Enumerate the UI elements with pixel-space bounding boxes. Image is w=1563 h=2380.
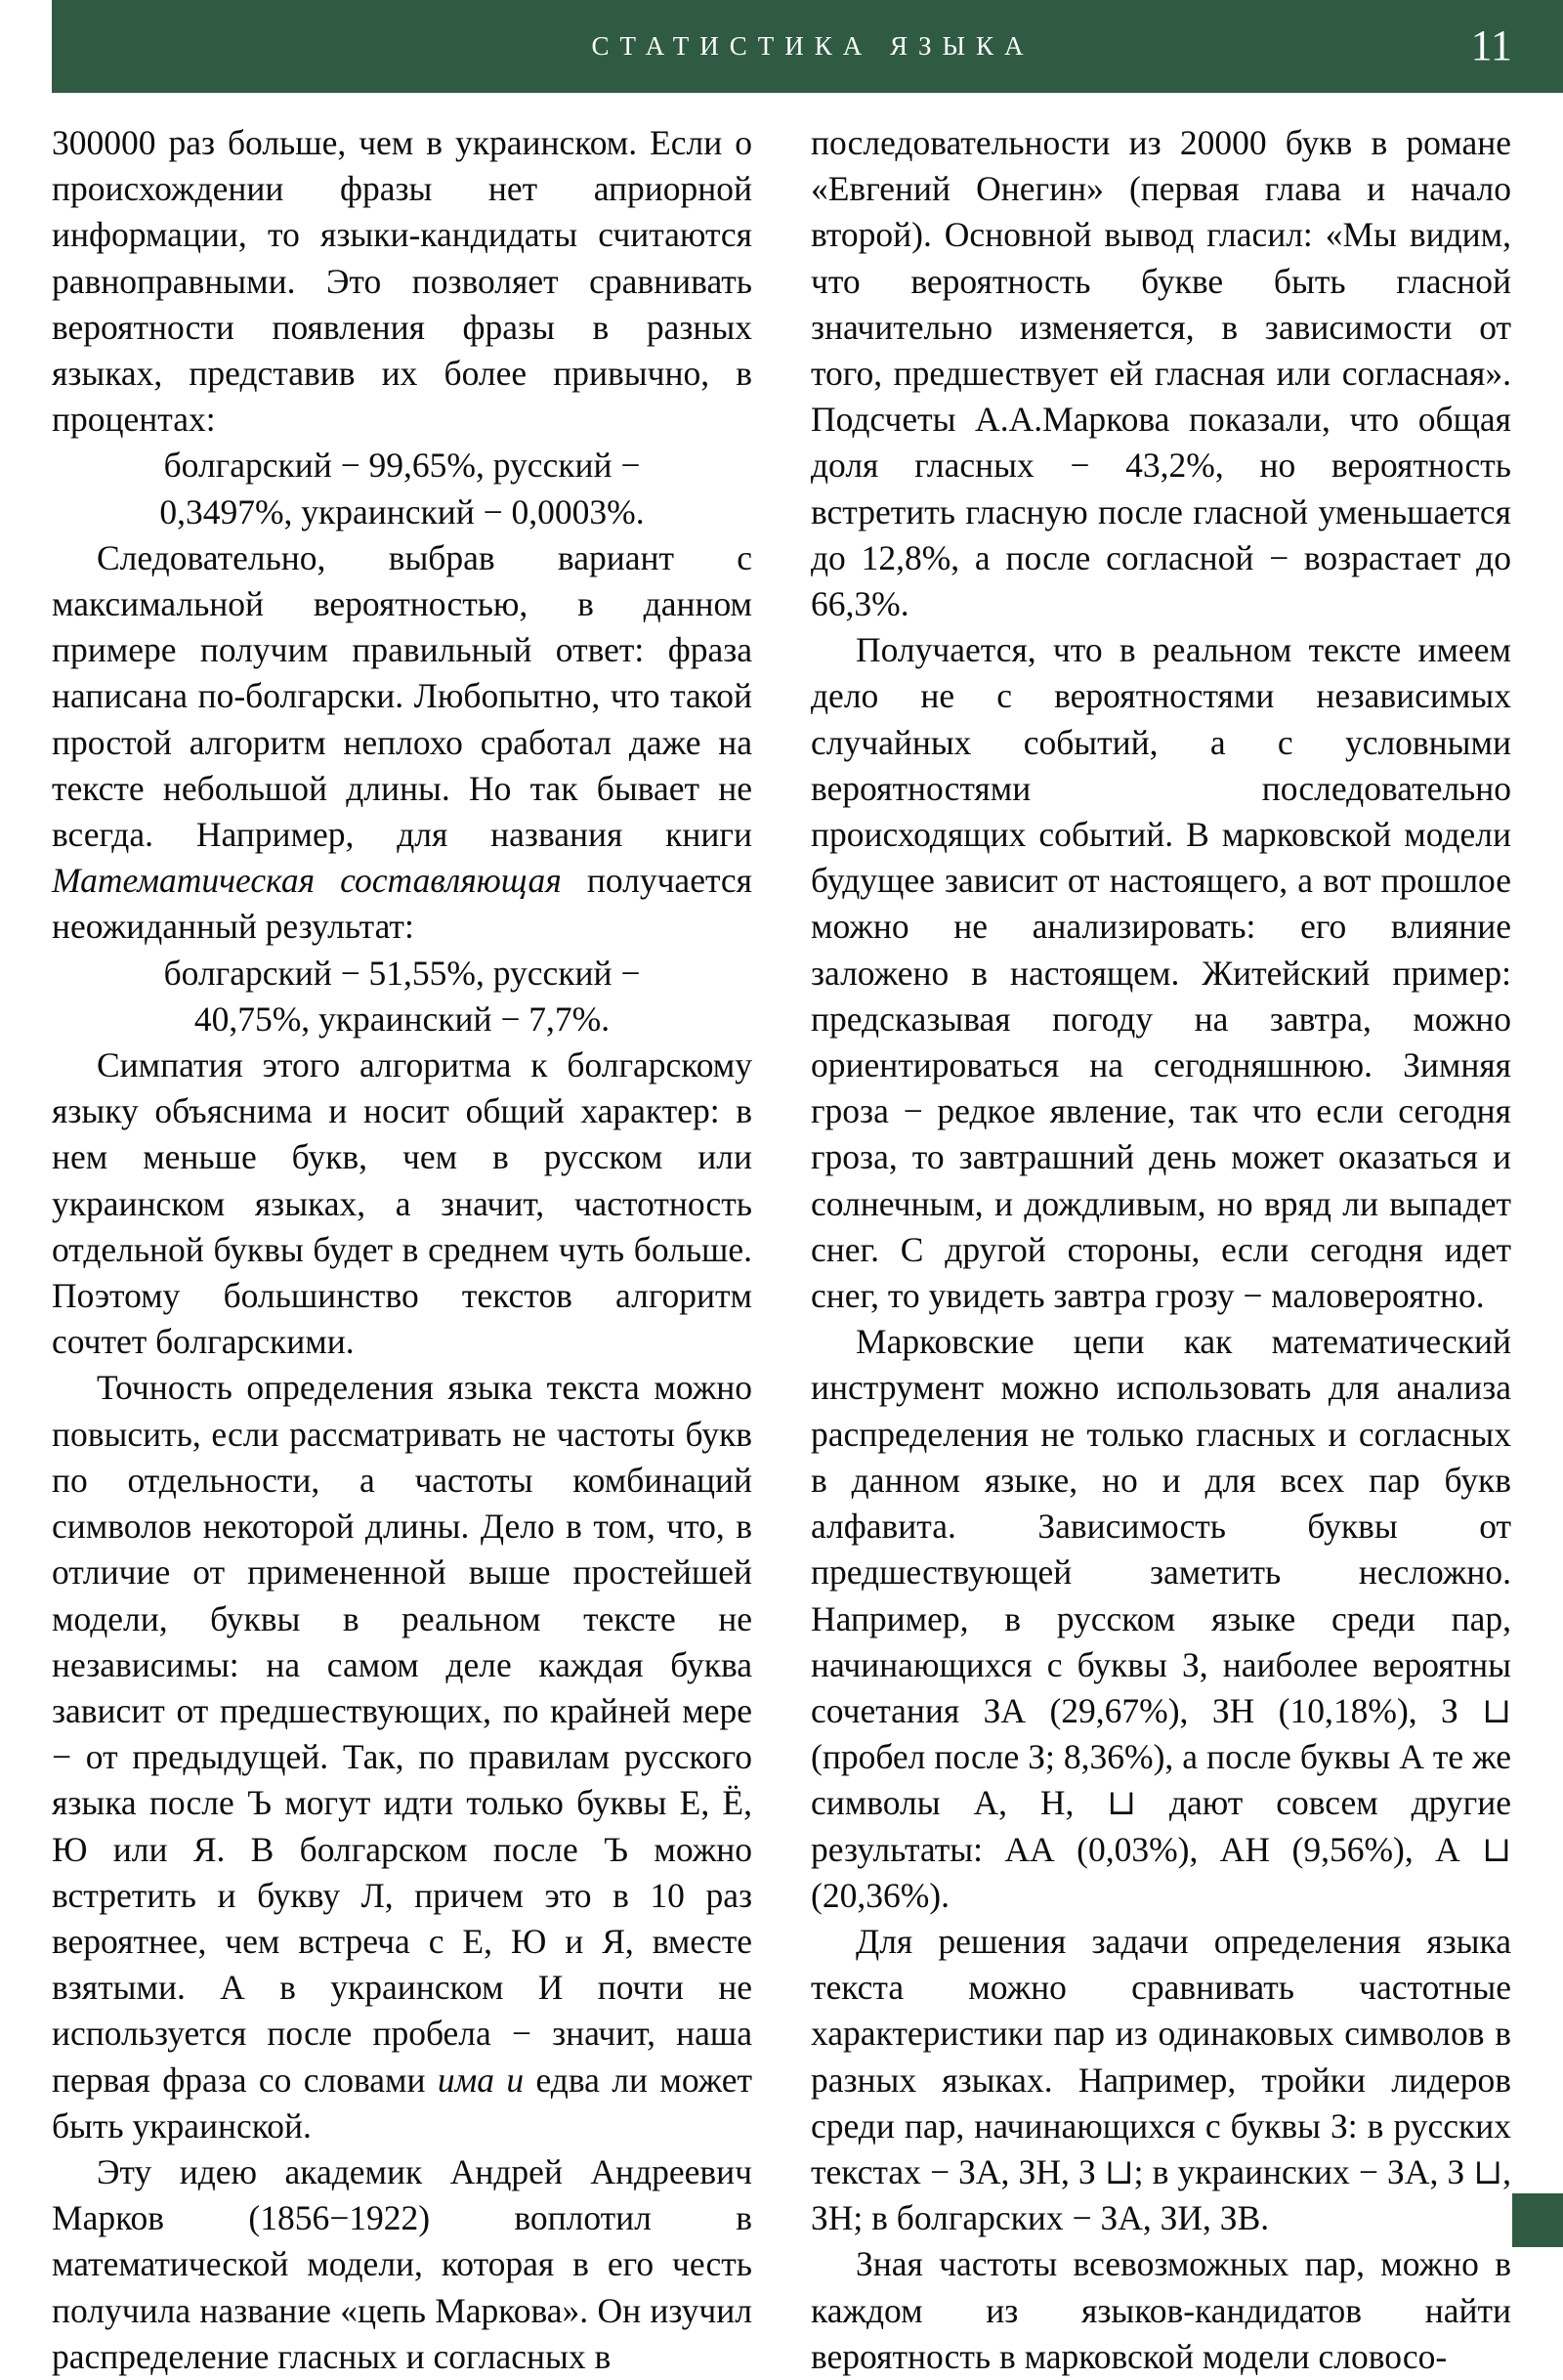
display-formula-line xyxy=(52,443,752,489)
paragraph-text: Симпатия этого алгоритма к болгарскому языку объяснима и носит общий характер: в нем меньше букв, чем в русском или украинском языках, а значит, частотность отдельной буквы будет в среднем чуть больше. Поэтому большинство текстов алгоритм сочтет болгарскими. xyxy=(52,1045,752,1362)
paragraph xyxy=(811,2241,1511,2380)
page-number: 11 xyxy=(1470,21,1512,69)
display-formula-line xyxy=(52,997,752,1042)
running-header xyxy=(52,0,1563,93)
paragraph xyxy=(52,2149,752,2380)
paragraph-text-cont: едва ли может быть украинской. xyxy=(52,2060,753,2146)
corner-decoration xyxy=(1512,2193,1563,2247)
display-formula-line xyxy=(52,951,752,997)
paragraph xyxy=(811,1919,1511,2241)
formula-text: 40,75%, украинский − 7,7%. xyxy=(193,999,611,1039)
right-column xyxy=(811,120,1511,2380)
paragraph xyxy=(52,535,752,951)
paragraph-text: Точность определения языка текста можно повысить, если рассматривать не частоты букв по отдельности, а частоты комбинаций символов некоторой длины. Дело в том, что, в отличие от примененной выше простейшей модели, буквы в реальном тексте не независимы: на самом деле каждая буква зависит от предшествующих, по крайней мере − от предыдущей. Так, по правилам русского языка после Ъ могут идти только буквы Е, Ё, Ю или Я. В болгарском после Ъ можно встретить и букву Л, причем это в 10 раз вероятнее, чем встреча с Е, Ю и Я, вместе взятыми. А в украинском И почти не используется после пробела − значит, наша первая фраза со словами xyxy=(52,1368,752,2100)
formula-text: болгарский − 99,65%, русский − xyxy=(163,446,641,486)
paragraph-text: Следовательно, выбрав вариант с максимальной вероятностью, в данном примере получим правильный ответ: фраза написана по-болгарски. Любопытно, что такой простой алгоритм неплохо сработал даже на тексте небольшой длины. Но так бывает не всегда. Например, для названия книги xyxy=(52,537,752,855)
paragraph-text-cont: получается неожиданный результат: xyxy=(52,861,752,947)
page-title: СТАТИСТИКА ЯЗЫКА xyxy=(591,31,1035,61)
paragraph-text: Марковские цепи как математический инструмент можно использовать для анализа распределения не только гласных и согласных в данном языке, но и для всех пар букв алфавита. Зависимость буквы от предшествующей заметить несложно. Например, в русском языке среди пар, начинающихся с буквы З, наиболее вероятны сочетания ЗА (29,67%), ЗН (10,18%), З ⊔ (пробел после З; 8,36%), а после буквы А те же символы А, Н, ⊔ дают совсем другие результаты: АА (0,03%), АН (9,56%), А ⊔ (20,36%). xyxy=(811,1322,1511,1915)
paragraph-text: последовательности из 20000 букв в романе «Евгений Онегин» (первая глава и начало второй). Основной вывод гласил: «Мы видим, что вероятность букве быть гласной значительно изменяется, в зависимости от того, предшествует ей гласная или согласная». Подсчеты А.А.Маркова показали, что общая доля гласных − 43,2%, но вероятность встретить гласную после гласной уменьшается до 12,8%, а после согласной − возрастает до 66,3%. xyxy=(811,123,1511,624)
paragraph-text: Для решения задачи определения языка текста можно сравнивать частотные характеристики пар из одинаковых символов в разных языках. Например, тройки лидеров среди пар, начинающихся с буквы З: в русских текстах − ЗА, ЗН, З ⊔; в украинских − ЗА, З ⊔, ЗН; в болгарских − ЗА, ЗИ, ЗВ. xyxy=(811,1921,1511,2238)
paragraph-text: Получается, что в реальном тексте имеем дело не с вероятностями независимых случайных событий, а с условными вероятностями последовательно происходящих событий. В марковской модели будущее зависит от настоящего, а вот прошлое можно не анализировать: его влияние заложено в настоящем. Житейский пример: предсказывая погоду на завтра, можно ориентироваться на сегодняшнюю. Зимняя гроза − редкое явление, так что если сегодня гроза, то завтрашний день может оказаться и солнечным, и дождливым, но вряд ли выпадет снег. С другой стороны, если сегодня идет снег, то увидеть завтра грозу − маловероятно. xyxy=(811,630,1511,1316)
display-formula-line xyxy=(52,489,752,535)
paragraph-text: Эту идею академик Андрей Андреевич Марков (1856−1922) воплотил в математической модели, которая в его честь получила название «цепь Маркова». Он изучил распределение гласных и согласных в xyxy=(52,2151,752,2376)
formula-text: 0,3497%, украинский − 0,0003%. xyxy=(159,491,645,531)
foreign-words-italic: има и xyxy=(437,2060,525,2100)
paragraph xyxy=(811,120,1511,627)
paragraph xyxy=(52,120,752,443)
body-columns xyxy=(52,120,1512,2380)
paragraph-text: 300000 раз больше, чем в украинском. Если о происхождении фразы нет априорной информации, то языки-кандидаты считаются равноправными. Это позволяет сравнивать вероятности появления фразы в разных языках, представив их более привычно, в процентах: xyxy=(52,123,752,440)
paragraph xyxy=(52,1042,752,1365)
book-title-italic: Математическая составляющая xyxy=(52,861,562,901)
paragraph xyxy=(811,1319,1511,1919)
paragraph-text: Зная частоты всевозможных пар, можно в каждом из языков-кандидатов найти вероятность в марковской модели словосо- xyxy=(811,2244,1511,2376)
paragraph xyxy=(811,627,1511,1319)
left-column xyxy=(52,120,752,2380)
formula-text: болгарский − 51,55%, русский − xyxy=(163,953,641,993)
paragraph xyxy=(52,1365,752,2148)
